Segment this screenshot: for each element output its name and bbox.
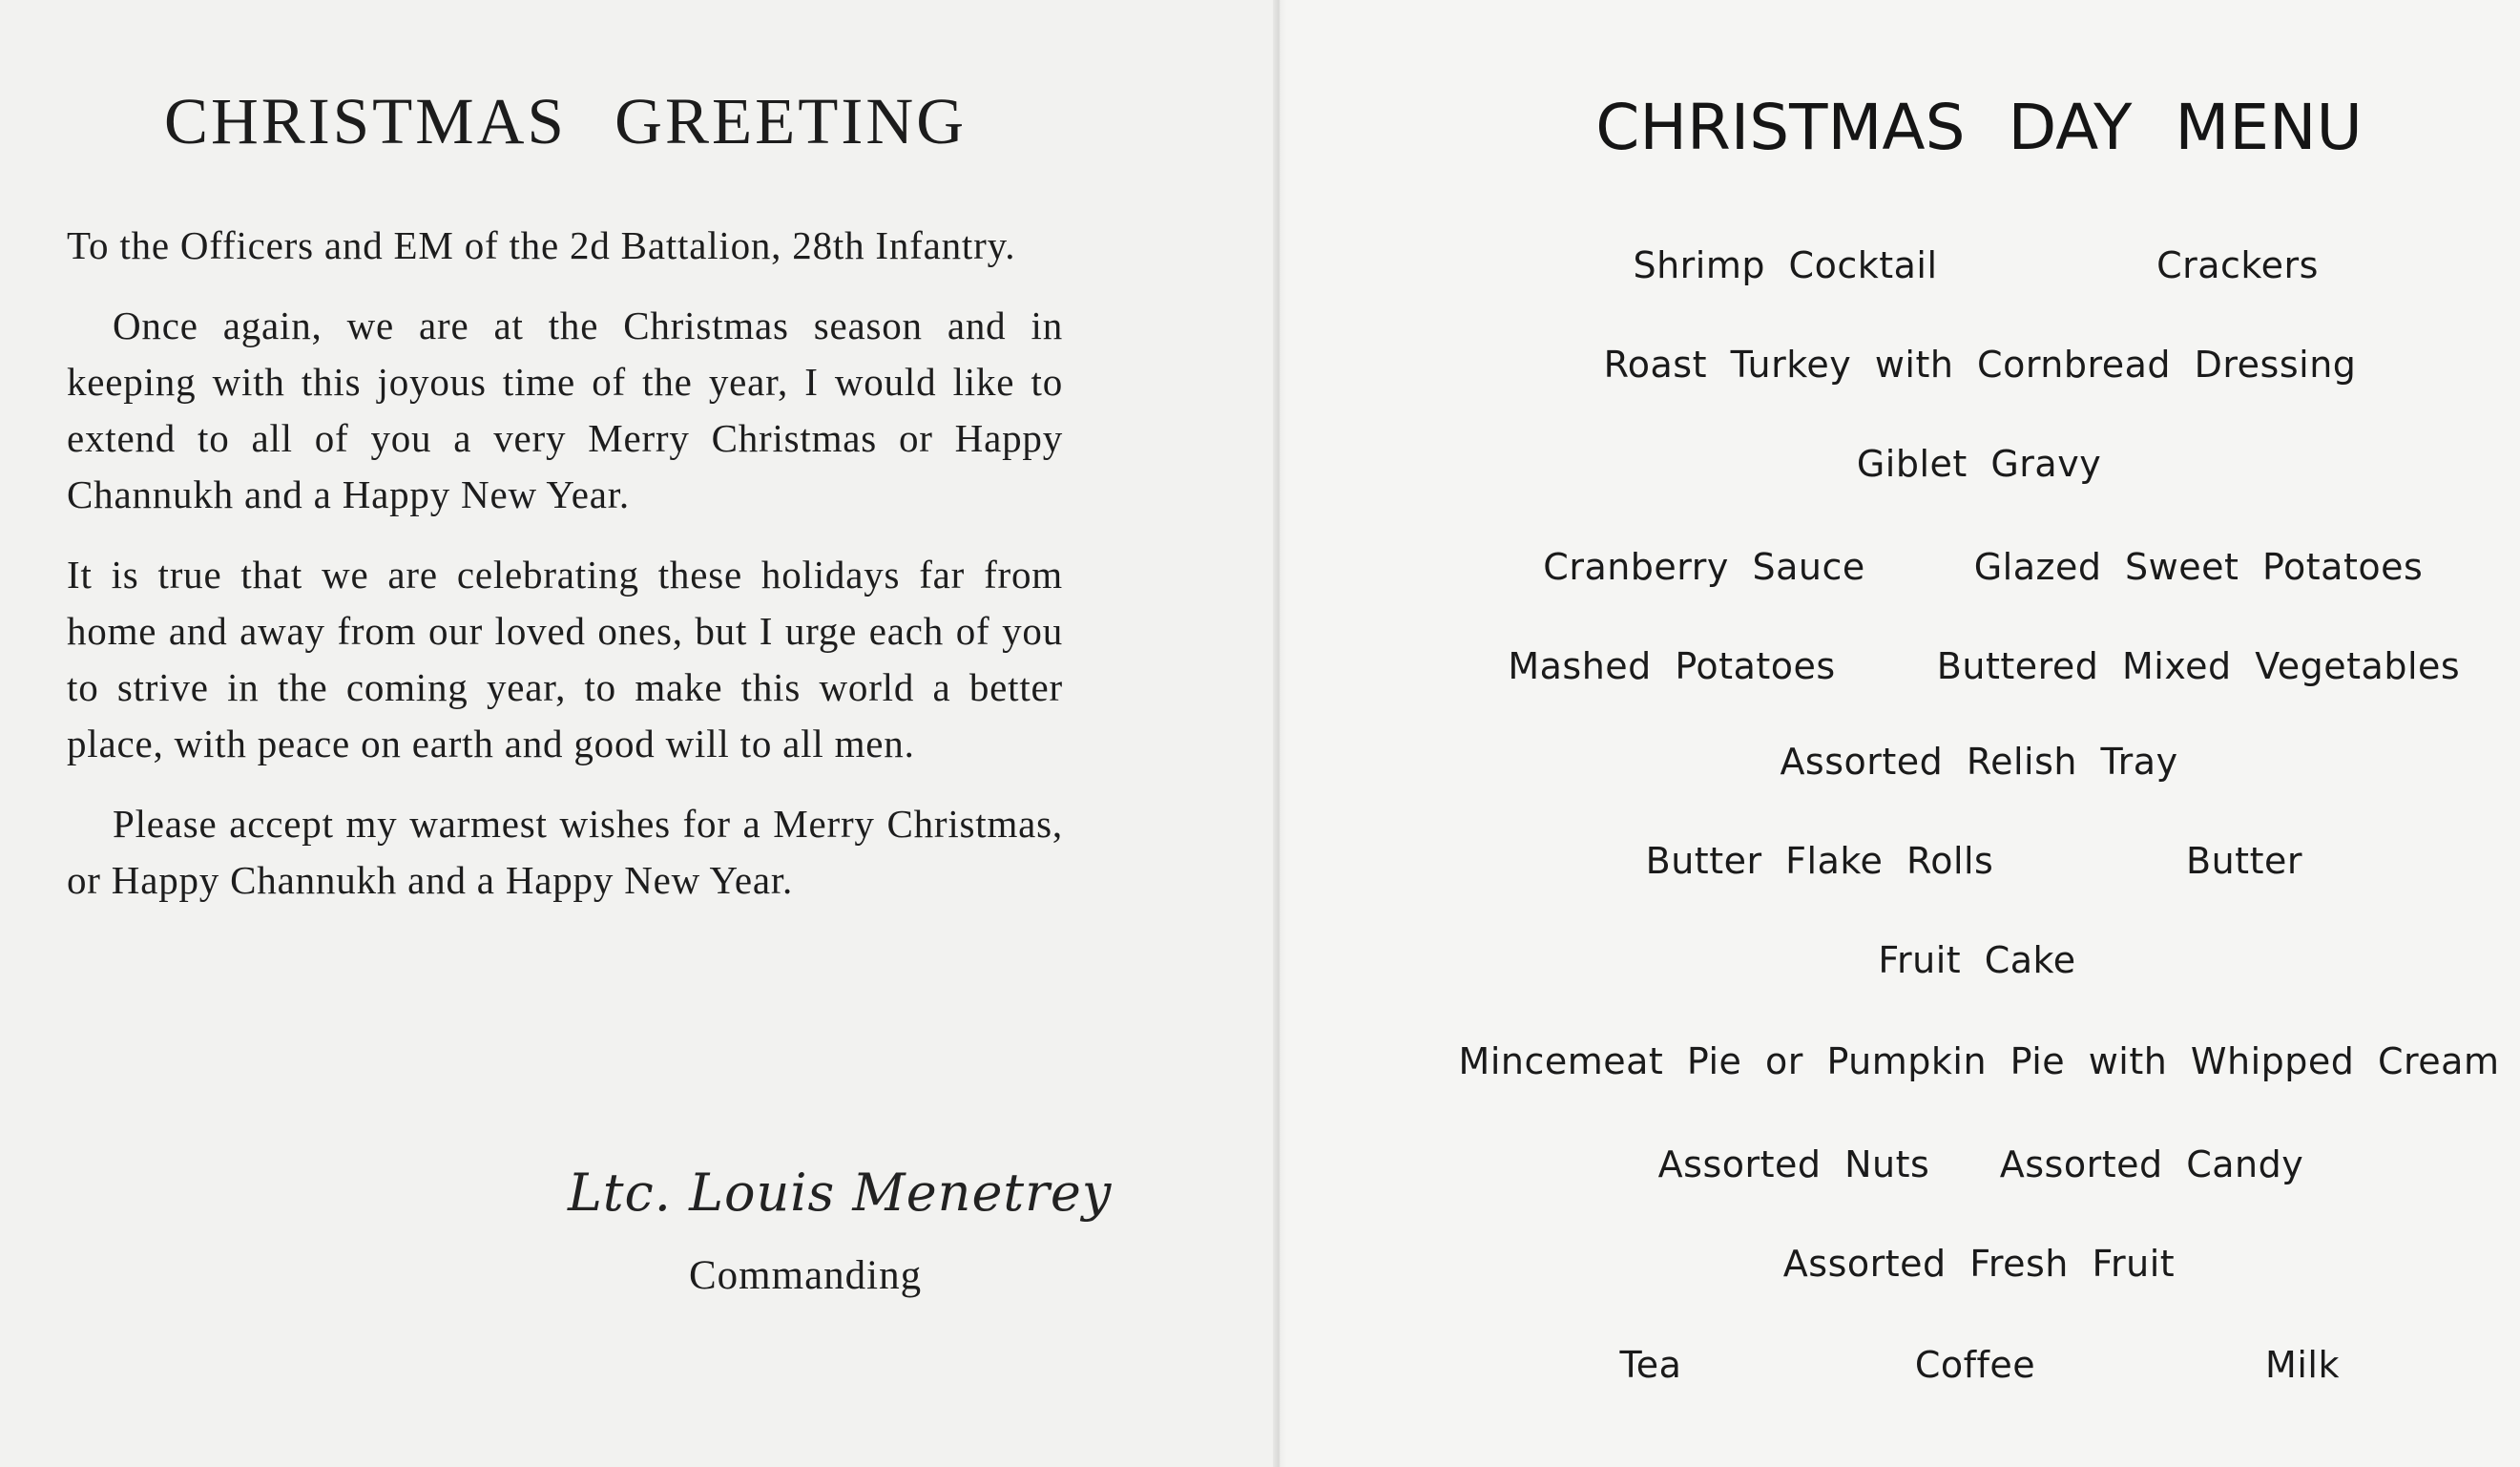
menu-item-relish-tray: Assorted Relish Tray	[1780, 741, 2178, 783]
salutation: To the Officers and EM of the 2d Battalion, 28th Infantry.	[67, 223, 1016, 267]
menu-item-cranberry-sauce: Cranberry Sauce	[1543, 546, 1865, 588]
menu-item-buttered-mixed-vegetables: Buttered Mixed Vegetables	[1936, 645, 2461, 687]
menu-item-mashed-potatoes: Mashed Potatoes	[1508, 645, 1836, 687]
menu-title: CHRISTMAS DAY MENU	[1595, 91, 2363, 164]
menu-item-fresh-fruit: Assorted Fresh Fruit	[1782, 1243, 2176, 1285]
menu-item-crackers: Crackers	[2156, 244, 2319, 286]
menu-item-coffee: Coffee	[1914, 1344, 2036, 1386]
letter-paragraph-3: Please accept my warmest wishes for a Merry Christmas, or Happy Channukh and a Happy New Year.	[67, 802, 1063, 902]
menu-item-butter: Butter	[2186, 840, 2302, 882]
menu-item-fruit-cake: Fruit Cake	[1878, 939, 2076, 981]
greeting-title: CHRISTMAS GREETING	[163, 85, 968, 157]
signature: Ltc. Louis Menetrey	[568, 1163, 1113, 1223]
menu-item-shrimp-cocktail: Shrimp Cocktail	[1633, 244, 1938, 286]
menu-item-assorted-nuts: Assorted Nuts	[1657, 1143, 1930, 1185]
page-fold	[1273, 0, 1286, 1467]
greeting-letter	[67, 218, 1063, 933]
menu-item-milk: Milk	[2265, 1344, 2340, 1386]
letter-paragraph-2: It is true that we are celebrating these holidays far from home and away from our loved ones, but I urge each of you to strive in the coming year, to make this world a better place, with peace on earth and good will to all men.	[67, 553, 1063, 765]
menu-item-glazed-sweet-potatoes: Glazed Sweet Potatoes	[1973, 546, 2424, 588]
menu-item-tea: Tea	[1619, 1344, 1682, 1386]
signature-title: Commanding	[689, 1253, 923, 1298]
menu-item-pies: Mincemeat Pie or Pumpkin Pie with Whipped Cream	[1458, 1040, 2500, 1082]
menu-item-roast-turkey: Roast Turkey with Cornbread Dressing	[1603, 344, 2357, 386]
letter-paragraph-1: Once again, we are at the Christmas season and in keeping with this joyous time of the year, I would like to extend to all of you a very Merry Christmas or Happy Channukh and a Happy New Year.	[67, 304, 1063, 516]
menu-item-assorted-candy: Assorted Candy	[1999, 1143, 2304, 1185]
menu-item-butter-flake-rolls: Butter Flake Rolls	[1645, 840, 1994, 882]
menu-item-giblet-gravy: Giblet Gravy	[1856, 443, 2102, 485]
